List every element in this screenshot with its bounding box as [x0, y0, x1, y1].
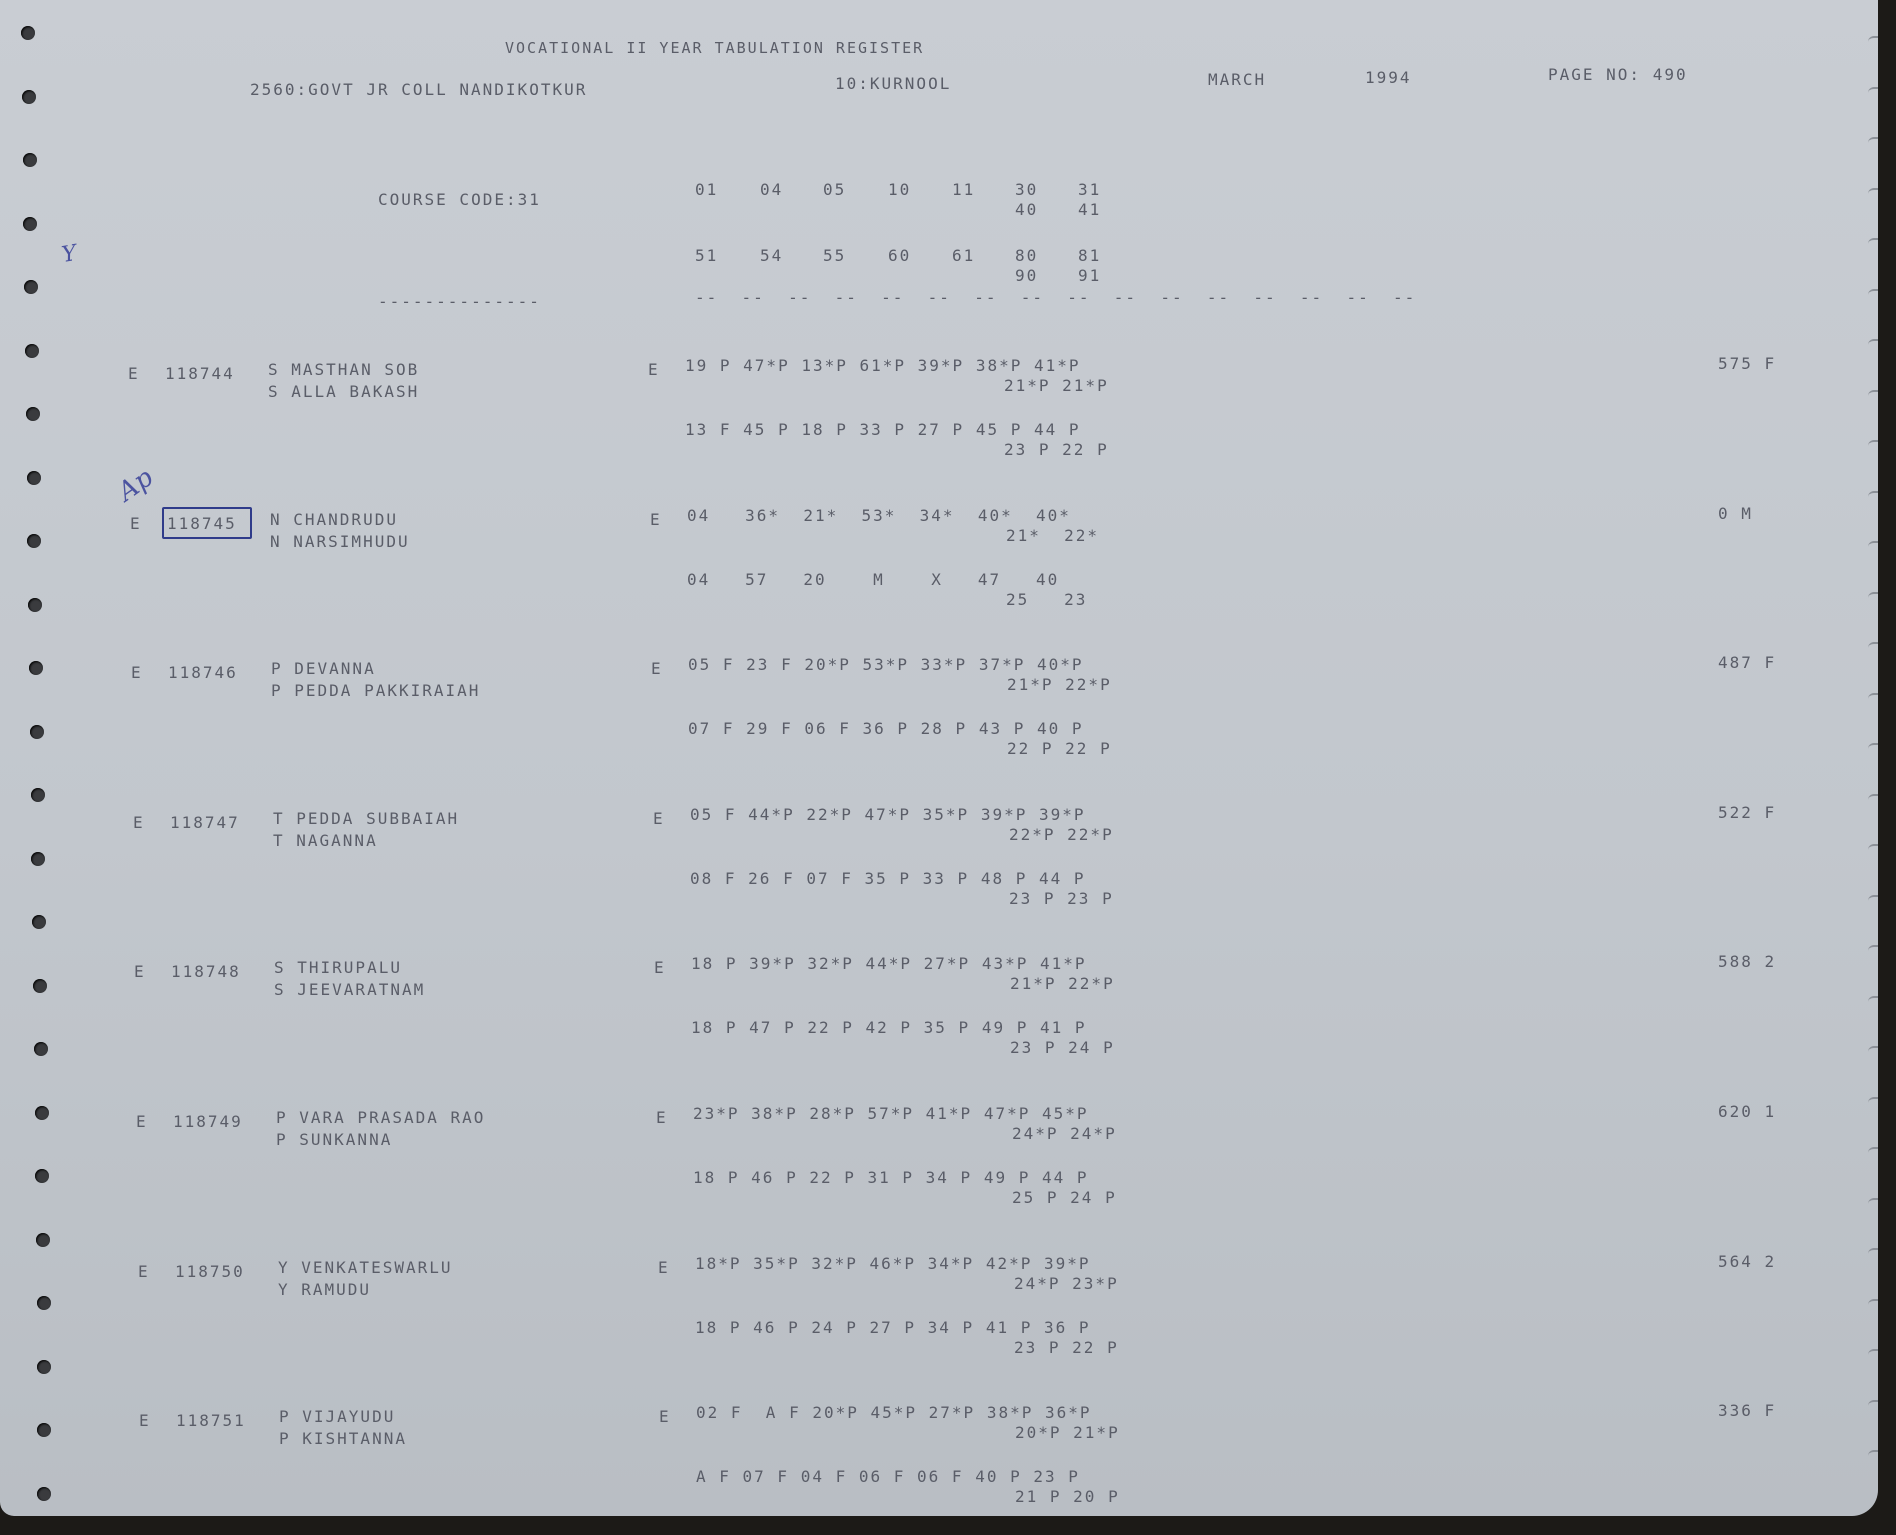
exam-marker: E [656, 1108, 668, 1127]
feed-hole [37, 1360, 51, 1374]
marks-line-2: 18 P 47 P 22 P 42 P 35 P 49 P 41 P [691, 1018, 1087, 1037]
parent-name: T NAGANNA [273, 831, 378, 850]
register-number: 118751 [176, 1411, 246, 1430]
marks-line-1-sub: 21* 22* [1006, 526, 1100, 545]
feed-hole [35, 1169, 49, 1183]
perforation-tick [1868, 642, 1878, 652]
feed-hole [21, 26, 35, 40]
exam-marker: E [648, 360, 660, 379]
total-result: 336 F [1718, 1401, 1777, 1420]
page-number: PAGE NO: 490 [1548, 65, 1688, 84]
course-code: 81 [1078, 246, 1102, 265]
register-number: 118746 [168, 663, 238, 682]
register-number: 118744 [165, 364, 235, 383]
total-result: 588 2 [1718, 952, 1777, 971]
record-flag: E [136, 1112, 148, 1131]
feed-hole [26, 407, 40, 421]
feed-hole [32, 915, 46, 929]
perforation-tick [1868, 339, 1878, 349]
register-number: 118745 [167, 514, 237, 533]
marks-line-2: 13 F 45 P 18 P 33 P 27 P 45 P 44 P [685, 420, 1081, 439]
marks-line-1-sub: 21*P 21*P [1004, 376, 1109, 395]
feed-hole [30, 725, 44, 739]
course-code: 60 [888, 246, 912, 265]
total-result: 522 F [1718, 803, 1777, 822]
register-title: VOCATIONAL II YEAR TABULATION REGISTER [505, 39, 925, 57]
course-code: 40 [1015, 200, 1039, 219]
student-name: S MASTHAN SOB [268, 360, 420, 379]
marks-line-1-sub: 21*P 22*P [1010, 974, 1115, 993]
marks-line-2: 07 F 29 F 06 F 36 P 28 P 43 P 40 P [688, 719, 1084, 738]
exam-marker: E [654, 958, 666, 977]
perforation-tick [1868, 1046, 1878, 1056]
perforation-tick [1868, 1248, 1878, 1258]
marks-line-1: 18*P 35*P 32*P 46*P 34*P 42*P 39*P [695, 1254, 1091, 1273]
perforation-tick [1868, 390, 1878, 400]
marks-line-1: 23*P 38*P 28*P 57*P 41*P 47*P 45*P [693, 1104, 1089, 1123]
marks-line-1: 02 F A F 20*P 45*P 27*P 38*P 36*P [696, 1403, 1092, 1422]
register-number: 118750 [175, 1262, 245, 1281]
perforation-tick [1868, 238, 1878, 248]
perforation-tick [1868, 491, 1878, 501]
record-flag: E [138, 1262, 150, 1281]
marks-line-2-sub: 23 P 22 P [1014, 1338, 1119, 1357]
student-name: Y VENKATESWARLU [278, 1258, 453, 1277]
parent-name: S ALLA BAKASH [268, 382, 420, 401]
exam-marker: E [651, 659, 663, 678]
record-flag: E [128, 364, 140, 383]
exam-marker: E [653, 809, 665, 828]
feed-hole [31, 788, 45, 802]
course-code: 05 [823, 180, 847, 199]
perforation-tick [1868, 137, 1878, 147]
feed-hole [23, 217, 37, 231]
perforation-tick [1868, 1097, 1878, 1107]
perforation-tick [1868, 36, 1878, 46]
feed-hole [28, 598, 42, 612]
register-number: 118748 [171, 962, 241, 981]
feed-hole [37, 1296, 51, 1310]
course-code: 54 [760, 246, 784, 265]
feed-hole [35, 1106, 49, 1120]
total-result: 0 M [1718, 504, 1753, 523]
marks-line-1: 05 F 23 F 20*P 53*P 33*P 37*P 40*P [688, 655, 1084, 674]
feed-hole [22, 90, 36, 104]
marks-line-2-sub: 25 23 [1006, 590, 1088, 609]
register-number: 118749 [173, 1112, 243, 1131]
perforation-edge [1858, 0, 1878, 1516]
exam-month: MARCH [1208, 70, 1267, 89]
feed-hole [23, 153, 37, 167]
feed-hole [33, 979, 47, 993]
marks-line-2: 18 P 46 P 24 P 27 P 34 P 41 P 36 P [695, 1318, 1091, 1337]
course-code: 51 [695, 246, 719, 265]
perforation-tick [1868, 743, 1878, 753]
marks-line-2-sub: 21 P 20 P [1015, 1487, 1120, 1506]
record-flag: E [134, 962, 146, 981]
feed-hole [25, 344, 39, 358]
perforation-tick [1868, 1450, 1878, 1460]
marks-line-1-sub: 24*P 23*P [1014, 1274, 1119, 1293]
course-code: 10 [888, 180, 912, 199]
marks-line-1-sub: 22*P 22*P [1009, 825, 1114, 844]
course-code: 41 [1078, 200, 1102, 219]
exam-marker: E [659, 1407, 671, 1426]
feed-hole [29, 661, 43, 675]
feed-hole [24, 280, 38, 294]
parent-name: P PEDDA PAKKIRAIAH [271, 681, 481, 700]
perforation-tick [1868, 1147, 1878, 1157]
record-flag: E [131, 663, 143, 682]
student-name: S THIRUPALU [274, 958, 402, 977]
record-flag: E [133, 813, 145, 832]
column-dashes: -- -- -- -- -- -- -- -- -- -- -- -- -- -- -- -- [695, 288, 1417, 307]
record-flag: E [139, 1411, 151, 1430]
feed-hole [31, 852, 45, 866]
feed-hole [36, 1233, 50, 1247]
perforation-tick [1868, 794, 1878, 804]
handwritten-initials: Ap [112, 462, 159, 508]
perforation-tick [1868, 1198, 1878, 1208]
tractor-feed-holes [0, 0, 60, 1516]
marks-line-2: 08 F 26 F 07 F 35 P 33 P 48 P 44 P [690, 869, 1086, 888]
student-name: P DEVANNA [271, 659, 376, 678]
marks-line-2-sub: 23 P 22 P [1004, 440, 1109, 459]
course-code: 90 [1015, 266, 1039, 285]
perforation-tick [1868, 289, 1878, 299]
course-code: 31 [1078, 180, 1102, 199]
parent-name: P KISHTANNA [279, 1429, 407, 1448]
student-name: P VARA PRASADA RAO [276, 1108, 486, 1127]
perforation-tick [1868, 895, 1878, 905]
marks-line-1-sub: 24*P 24*P [1012, 1124, 1117, 1143]
course-underline: -------------- [378, 292, 541, 311]
marks-line-2-sub: 25 P 24 P [1012, 1188, 1117, 1207]
course-code: 55 [823, 246, 847, 265]
course-code: 91 [1078, 266, 1102, 285]
marks-line-1: 04 36* 21* 53* 34* 40* 40* [687, 506, 1071, 525]
student-name: T PEDDA SUBBAIAH [273, 809, 460, 828]
parent-name: N NARSIMHUDU [270, 532, 410, 551]
perforation-tick [1868, 996, 1878, 1006]
feed-hole [27, 471, 41, 485]
course-code: 80 [1015, 246, 1039, 265]
exam-year: 1994 [1365, 68, 1412, 87]
student-name: P VIJAYUDU [279, 1407, 396, 1426]
course-code: 11 [952, 180, 976, 199]
marks-line-1: 18 P 39*P 32*P 44*P 27*P 43*P 41*P [691, 954, 1087, 973]
college-name: 2560:GOVT JR COLL NANDIKOTKUR [250, 80, 588, 99]
course-code: 61 [952, 246, 976, 265]
total-result: 564 2 [1718, 1252, 1777, 1271]
feed-hole [37, 1423, 51, 1437]
marks-line-1-sub: 20*P 21*P [1015, 1423, 1120, 1442]
perforation-tick [1868, 945, 1878, 955]
marks-line-2: 18 P 46 P 22 P 31 P 34 P 49 P 44 P [693, 1168, 1089, 1187]
perforation-tick [1868, 87, 1878, 97]
marks-line-2: 04 57 20 M X 47 40 [687, 570, 1060, 589]
parent-name: P SUNKANNA [276, 1130, 393, 1149]
course-code: 01 [695, 180, 719, 199]
exam-marker: E [658, 1258, 670, 1277]
handwritten-tick: Y [59, 240, 79, 269]
district-name: 10:KURNOOL [835, 74, 952, 93]
register-number: 118747 [170, 813, 240, 832]
exam-marker: E [650, 510, 662, 529]
marks-line-2-sub: 23 P 24 P [1010, 1038, 1115, 1057]
perforation-tick [1868, 592, 1878, 602]
total-result: 487 F [1718, 653, 1777, 672]
total-result: 575 F [1718, 354, 1777, 373]
perforation-tick [1868, 541, 1878, 551]
marks-line-2-sub: 22 P 22 P [1007, 739, 1112, 758]
course-code: 04 [760, 180, 784, 199]
total-result: 620 1 [1718, 1102, 1777, 1121]
marks-line-2-sub: 23 P 23 P [1009, 889, 1114, 908]
parent-name: S JEEVARATNAM [274, 980, 426, 999]
course-code: 30 [1015, 180, 1039, 199]
parent-name: Y RAMUDU [278, 1280, 372, 1299]
perforation-tick [1868, 1299, 1878, 1309]
perforation-tick [1868, 440, 1878, 450]
perforation-tick [1868, 1349, 1878, 1359]
marks-line-1-sub: 21*P 22*P [1007, 675, 1112, 694]
feed-hole [37, 1487, 51, 1501]
register-number-box [162, 507, 252, 539]
perforation-tick [1868, 693, 1878, 703]
feed-hole [27, 534, 41, 548]
student-name: N CHANDRUDU [270, 510, 398, 529]
feed-hole [34, 1042, 48, 1056]
perforation-tick [1868, 188, 1878, 198]
marks-line-1: 19 P 47*P 13*P 61*P 39*P 38*P 41*P [685, 356, 1081, 375]
perforation-tick [1868, 844, 1878, 854]
perforation-tick [1868, 1400, 1878, 1410]
course-code-label: COURSE CODE:31 [378, 190, 541, 209]
record-flag: E [130, 514, 142, 533]
marks-line-1: 05 F 44*P 22*P 47*P 35*P 39*P 39*P [690, 805, 1086, 824]
marks-line-2: A F 07 F 04 F 06 F 06 F 40 P 23 P [696, 1467, 1080, 1486]
